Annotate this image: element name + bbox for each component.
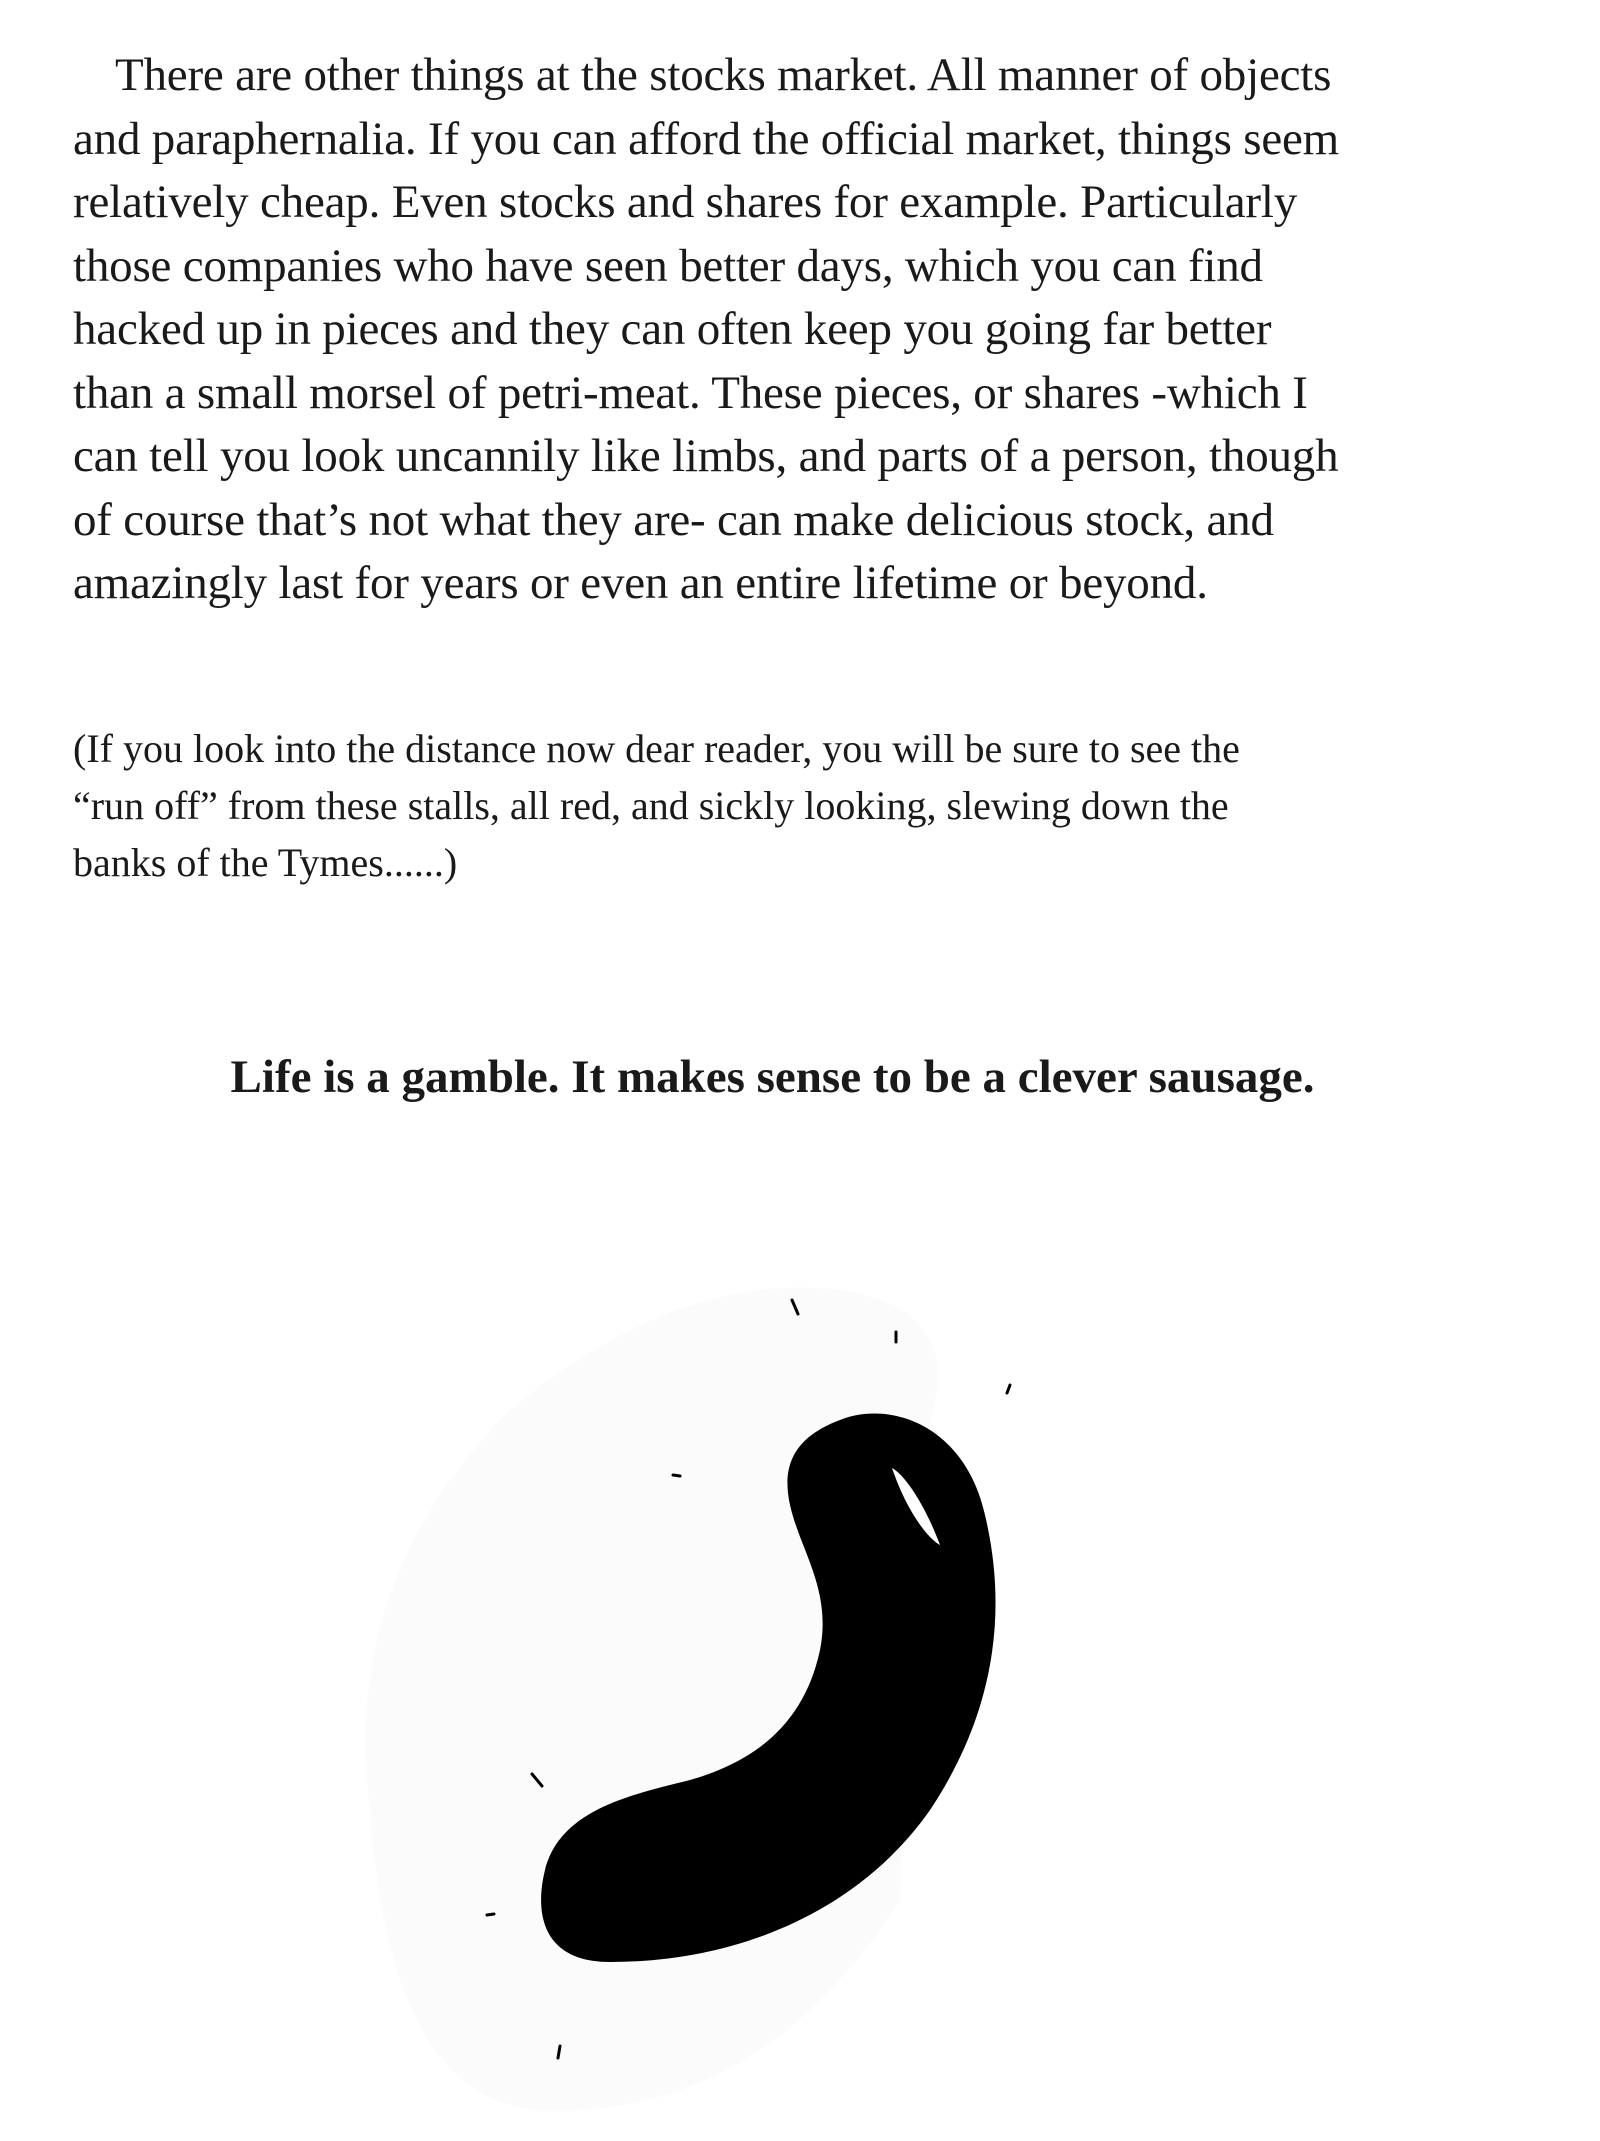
main-paragraph-line: hacked up in pieces and they can often keep you going far better: [73, 303, 1272, 355]
main-paragraph-line: those companies who have seen better days, which you can find: [73, 239, 1263, 292]
main-paragraph: [73, 44, 1473, 616]
main-paragraph-line: relatively cheap. Even stocks and shares for example. Particularly: [73, 176, 1297, 228]
tagline: Life is a gamble. It makes sense to be a clever sausage.: [230, 1051, 1315, 1103]
aside-paragraph-line: banks of the Tymes......): [73, 840, 458, 885]
main-paragraph-line: and paraphernalia. If you can afford the official market, things seem: [73, 112, 1340, 165]
main-paragraph-line: of course that’s not what they are- can make delicious stock, and: [73, 493, 1274, 546]
aside-paragraph-line: (If you look into the distance now dear reader, you will be sure to see the: [73, 726, 1240, 771]
sausage-icon: [280, 1250, 1180, 2130]
main-paragraph-line: can tell you look uncannily like limbs, and parts of a person, though: [73, 430, 1339, 482]
main-paragraph-line: than a small morsel of petri-meat. These pieces, or shares -which I: [73, 366, 1308, 419]
main-paragraph-line: There are other things at the stocks market. All manner of objects: [115, 49, 1332, 101]
aside-paragraph-line: “run off” from these stalls, all red, and sickly looking, slewing down the: [73, 783, 1229, 828]
aside-paragraph: [73, 720, 1473, 891]
main-paragraph-line: amazingly last for years or even an entire lifetime or beyond.: [73, 557, 1208, 609]
